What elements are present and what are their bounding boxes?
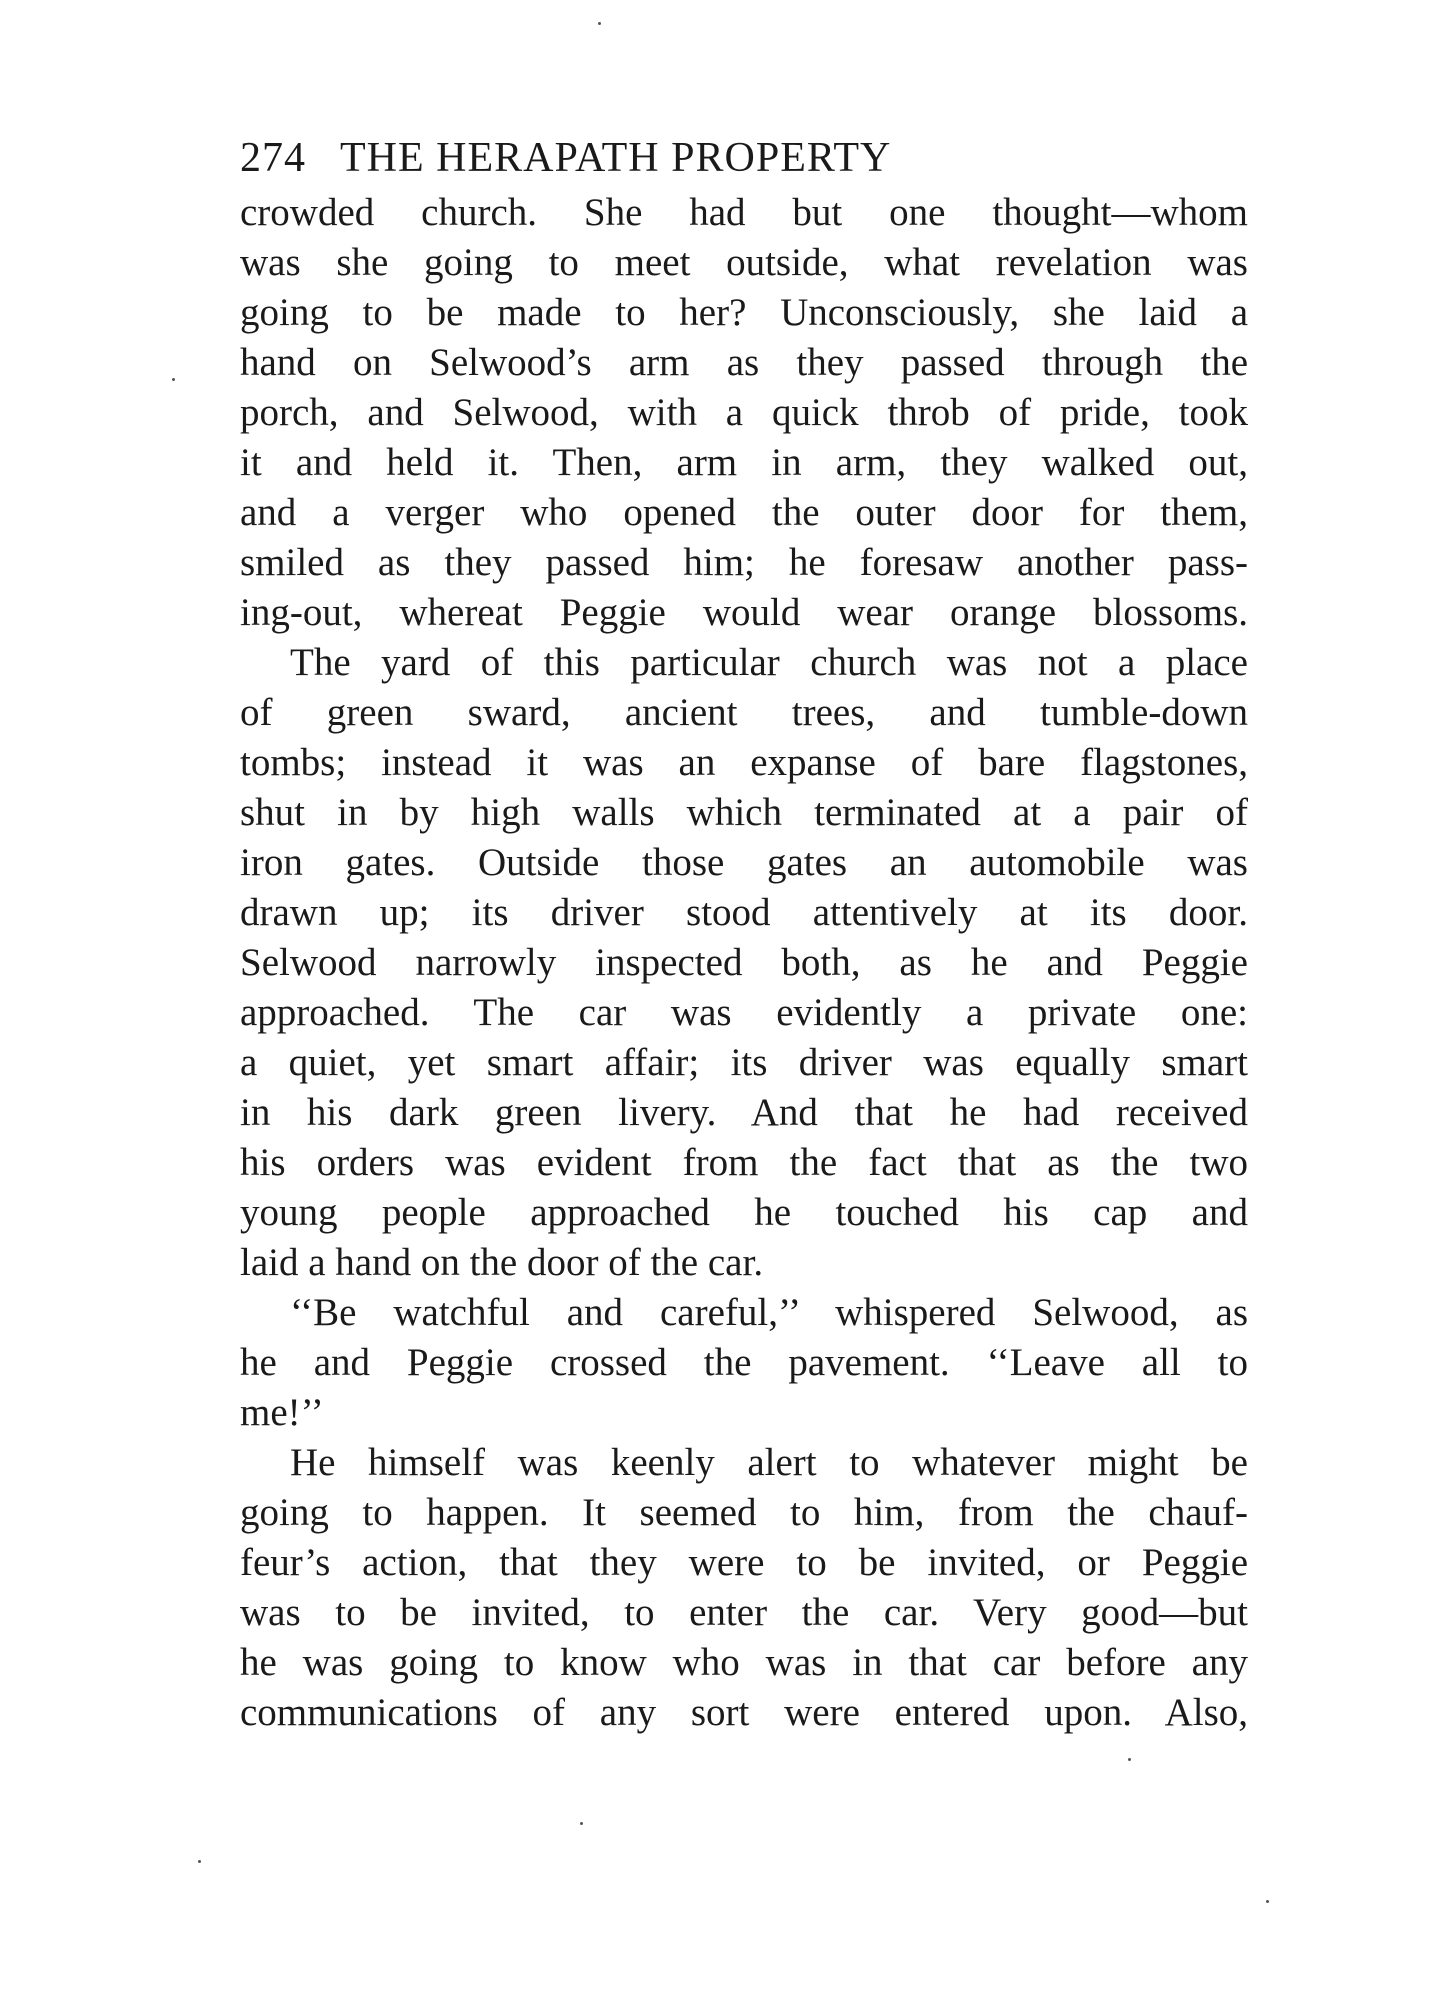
text-line: feur’s action, that they were to be invited, or Peggie — [240, 1541, 1248, 1584]
text-line: he was going to know who was in that car before any — [240, 1641, 1248, 1684]
text-line: me!’’ — [240, 1391, 324, 1434]
text-line: of green sward, ancient trees, and tumble-down — [240, 691, 1248, 734]
scan-speck — [172, 378, 175, 381]
text-line: was she going to meet outside, what revelation was — [240, 241, 1248, 284]
text-line: in his dark green livery. And that he had received — [240, 1091, 1248, 1134]
text-line: The yard of this particular church was not a place — [290, 641, 1248, 684]
text-line: crowded church. She had but one thought—whom — [240, 191, 1248, 234]
text-line: porch, and Selwood, with a quick throb of pride, took — [240, 391, 1248, 434]
text-line: laid a hand on the door of the car. — [240, 1241, 764, 1284]
scan-speck — [198, 1860, 201, 1863]
text-line: communications of any sort were entered upon. Also, — [240, 1691, 1248, 1734]
paragraph — [240, 638, 1248, 1288]
text-line: hand on Selwood’s arm as they passed through the — [240, 341, 1248, 384]
scan-speck — [598, 22, 601, 25]
text-line: iron gates. Outside those gates an automobile was — [240, 841, 1248, 884]
text-line: ing-out, whereat Peggie would wear orange blossoms. — [240, 591, 1248, 634]
text-line: was to be invited, to enter the car. Very good—but — [240, 1591, 1248, 1634]
running-title: THE HERAPATH PROPERTY — [340, 135, 892, 181]
page-header — [240, 128, 1240, 188]
text-line: a quiet, yet smart affair; its driver was equally smart — [240, 1041, 1248, 1084]
paragraph — [240, 1288, 1248, 1438]
text-line: shut in by high walls which terminated at a pair of — [240, 791, 1248, 834]
scan-speck — [1266, 1900, 1269, 1903]
text-line: going to happen. It seemed to him, from the chauf- — [240, 1491, 1248, 1534]
text-line: smiled as they passed him; he foresaw another pass- — [240, 541, 1248, 584]
scan-speck — [580, 1822, 583, 1825]
page-number: 274 — [240, 135, 306, 181]
scan-speck — [1128, 1758, 1131, 1761]
text-line: drawn up; its driver stood attentively at its door. — [240, 891, 1248, 934]
body-text — [240, 188, 1248, 1738]
text-line: young people approached he touched his cap and — [240, 1191, 1248, 1234]
text-line: Selwood narrowly inspected both, as he and Peggie — [240, 941, 1248, 984]
text-line: it and held it. Then, arm in arm, they walked out, — [240, 441, 1248, 484]
text-line: his orders was evident from the fact that as the two — [240, 1141, 1248, 1184]
text-line: going to be made to her? Unconsciously, she laid a — [240, 291, 1248, 334]
text-line: He himself was keenly alert to whatever might be — [290, 1441, 1248, 1484]
paragraph — [240, 188, 1248, 638]
text-line: tombs; instead it was an expanse of bare flagstones, — [240, 741, 1248, 784]
text-line: he and Peggie crossed the pavement. ‘‘Leave all to — [240, 1341, 1248, 1384]
text-line: and a verger who opened the outer door for them, — [240, 491, 1248, 534]
text-line: ‘‘Be watchful and careful,’’ whispered Selwood, as — [290, 1291, 1248, 1334]
paragraph — [240, 1438, 1248, 1738]
text-line: approached. The car was evidently a private one: — [240, 991, 1248, 1034]
